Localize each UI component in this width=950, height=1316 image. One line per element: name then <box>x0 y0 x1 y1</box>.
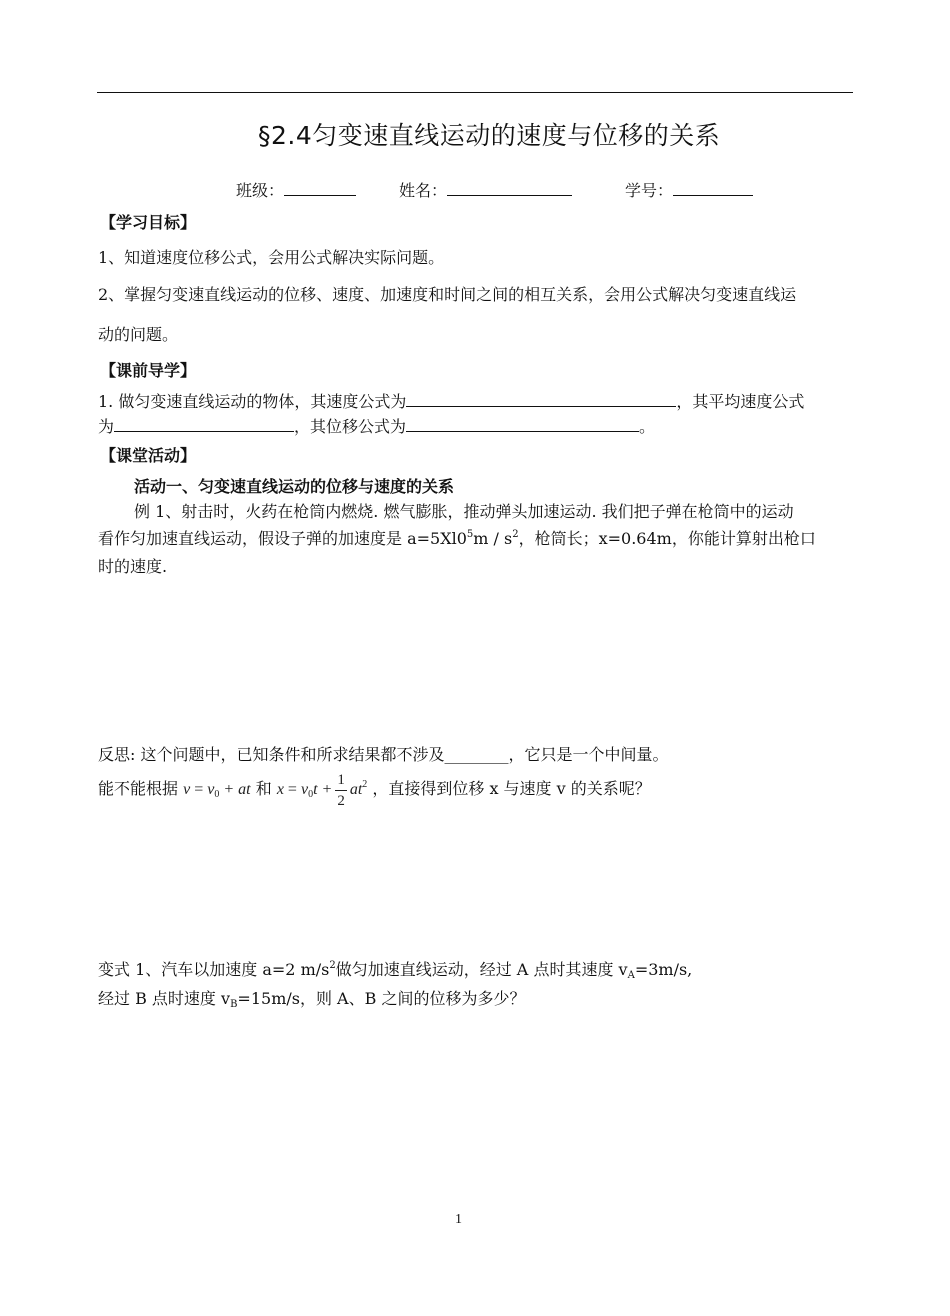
preview-1-tail: ，其平均速度公式 <box>676 392 805 411</box>
variant-c: =3m/s, <box>634 960 693 979</box>
variant-line2-a: 经过 B 点时速度 v <box>98 989 231 1008</box>
variant-b: 做匀加速直线运动，经过 A 点时其速度 v <box>335 960 628 979</box>
header-rule <box>97 92 853 93</box>
variant-line2-b: =15m/s，则 A、B 之间的位移为多少？ <box>237 989 526 1008</box>
class-activity-heading: 【课堂活动】 <box>100 446 197 465</box>
id-label: 学号： <box>625 181 674 200</box>
example-line1: 例 1、射击时，火药在枪筒内燃烧. 燃气膨胀，推动弹头加速运动. 我们把子弹在枪筒中的运动 <box>134 502 794 521</box>
displacement-formula-blank[interactable] <box>406 416 639 432</box>
example-sup-exponent: 5 <box>466 529 474 540</box>
example-line2-b: m / s <box>473 529 513 548</box>
one-half-fraction: $\frac{1}{2}$ <box>337 772 345 809</box>
id-field <box>625 178 753 201</box>
variant-sub-a: A <box>627 970 635 981</box>
example-sup-square: 2 <box>512 529 519 540</box>
variant-line1 <box>98 957 692 981</box>
example-line2 <box>98 526 816 549</box>
example-line2-c: ，枪筒长；x=0.64m，你能计算射出枪口 <box>518 529 816 548</box>
avg-speed-blank[interactable] <box>114 416 294 432</box>
preview-1-text: 1. 做匀变速直线运动的物体，其速度公式为 <box>98 392 407 411</box>
class-blank[interactable] <box>284 180 356 196</box>
preview-heading: 【课前导学】 <box>100 361 197 380</box>
example-line3: 时的速度. <box>98 557 168 576</box>
variant-a: 变式 1、汽车以加速度 a=2 m/s <box>98 960 330 979</box>
name-blank[interactable] <box>447 180 572 196</box>
formula-and: 和 <box>255 779 272 799</box>
speed-formula-blank[interactable] <box>406 391 676 407</box>
velocity-formula: $v = v_0$ + at <box>183 781 251 801</box>
name-label: 姓名： <box>399 181 448 200</box>
preview-2-end: 。 <box>639 417 656 436</box>
formula-intro: 能不能根据 <box>98 779 179 799</box>
name-field <box>399 178 572 201</box>
goal-1: 1、知道速度位移公式，会用公式解决实际问题。 <box>98 248 445 267</box>
preview-2 <box>98 414 655 437</box>
variant-sub-b: B <box>230 999 238 1010</box>
page-number: 1 <box>455 1212 462 1227</box>
class-label: 班级： <box>236 181 285 200</box>
goal-2-line1: 2、掌握匀变速直线运动的位移、速度、加速度和时间之间的相互关系，会用公式解决匀变速直线运 <box>98 285 797 304</box>
preview-1 <box>98 389 804 412</box>
activity-1-title: 活动一、匀变速直线运动的位移与速度的关系 <box>134 477 455 496</box>
id-blank[interactable] <box>673 180 753 196</box>
preview-2-text: 为 <box>98 417 115 436</box>
displacement-formula: $x = v_0t$ + $\frac{1}{2}$ $at^2$ <box>276 772 368 809</box>
page-title: §2.4匀变速直线运动的速度与位移的关系 <box>258 121 721 150</box>
goals-heading: 【学习目标】 <box>100 213 197 232</box>
variant-line2 <box>98 986 525 1010</box>
variant-sup: 2 <box>329 960 336 971</box>
preview-2-mid: ，其位移公式为 <box>294 417 407 436</box>
formula-tail: ，直接得到位移 x 与速度 v 的关系呢？ <box>372 779 651 799</box>
class-field <box>236 178 356 201</box>
example-line2-a: 看作匀加速直线运动，假设子弹的加速度是 a=5Xl0 <box>98 529 467 548</box>
goal-2-line2: 动的问题。 <box>98 325 179 344</box>
reflect-line: 反思: 这个问题中，已知条件和所求结果都不涉及________，它只是一个中间量。 <box>98 745 669 764</box>
formula-question <box>98 770 651 811</box>
